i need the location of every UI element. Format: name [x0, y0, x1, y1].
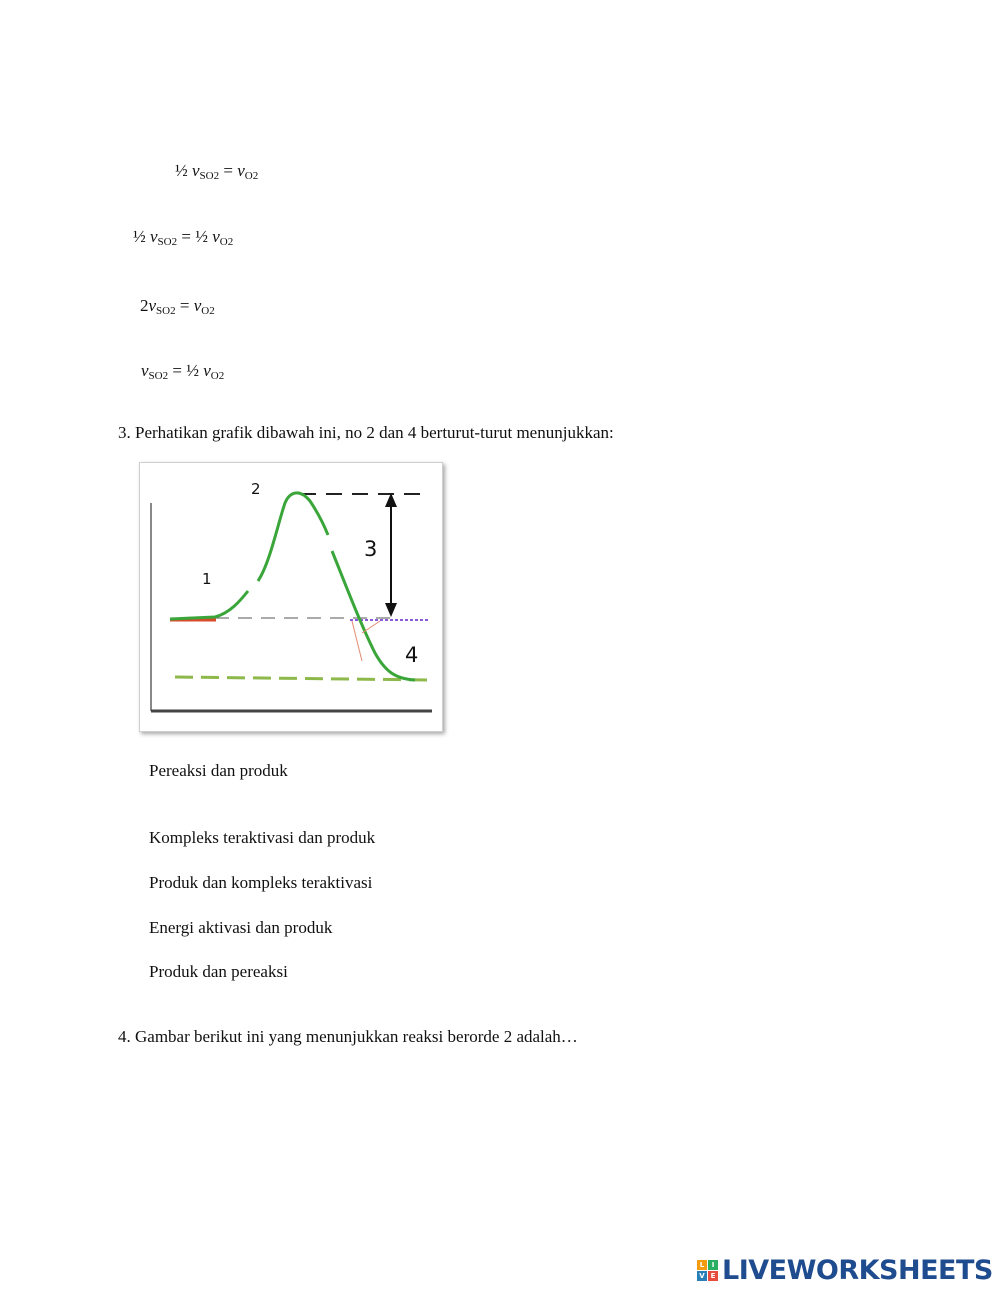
coefficient: ½ [195, 227, 213, 246]
construction-line [352, 621, 362, 661]
subscript: SO2 [199, 170, 220, 182]
answer-option-d[interactable]: Energi aktivasi dan produk [149, 918, 333, 937]
subscript: SO2 [157, 236, 178, 248]
rate-symbol: v [148, 296, 157, 315]
question-3-text: 3. Perhatikan grafik dibawah ini, no 2 dan 4 berturut-turut menunjukkan: [118, 423, 614, 442]
logo-letter: V [697, 1271, 707, 1281]
equals-sign: = [177, 227, 196, 246]
brand-name: LIVEWORKSHEETS [722, 1254, 993, 1286]
answer-option-e[interactable]: Produk dan pereaksi [149, 962, 288, 981]
equals-sign: = [219, 161, 238, 180]
equals-sign: = [175, 296, 194, 315]
coefficient: ½ [175, 161, 192, 180]
label-4: 4 [405, 643, 419, 667]
equation-option-4 [141, 361, 224, 382]
arrow-head-up-icon [385, 493, 397, 507]
energy-curve-rising-start [170, 591, 248, 619]
subscript: O2 [201, 305, 215, 317]
answer-option-c[interactable]: Produk dan kompleks teraktivasi [149, 873, 373, 892]
arrow-head-down-icon [385, 603, 397, 617]
construction-line [362, 621, 380, 633]
product-level-line [175, 677, 432, 680]
energy-curve-peak [258, 493, 328, 581]
coefficient: 2 [140, 296, 149, 315]
energy-diagram [140, 463, 442, 731]
energy-curve-descending [332, 551, 415, 680]
label-2: 2 [251, 480, 261, 498]
rate-symbol: v [237, 161, 245, 180]
coefficient: ½ [186, 361, 204, 380]
subscript: O2 [210, 370, 225, 382]
label-1: 1 [202, 570, 212, 588]
equation-option-1 [175, 161, 258, 182]
equation-option-3 [140, 296, 215, 317]
rate-symbol: v [150, 227, 158, 246]
liveworksheets-logo-icon [697, 1260, 718, 1281]
equals-sign: = [168, 361, 187, 380]
label-3: 3 [364, 537, 378, 561]
logo-letter: L [697, 1260, 707, 1270]
answer-option-a[interactable]: Pereaksi dan produk [149, 761, 288, 780]
rate-symbol: v [212, 227, 220, 246]
subscript: SO2 [148, 370, 169, 382]
subscript: O2 [244, 170, 259, 182]
answer-option-b[interactable]: Kompleks teraktivasi dan produk [149, 828, 376, 847]
rate-symbol: v [141, 361, 149, 380]
energy-diagram-figure [139, 462, 443, 732]
coefficient: ½ [133, 227, 150, 246]
equation-option-2 [133, 227, 233, 248]
logo-letter: I [708, 1260, 718, 1270]
subscript: O2 [219, 236, 234, 248]
question-4-text: 4. Gambar berikut ini yang menunjukkan reaksi berorde 2 adalah… [118, 1027, 578, 1046]
rate-symbol: v [193, 296, 202, 315]
subscript: SO2 [156, 305, 176, 317]
liveworksheets-brand [697, 1255, 993, 1285]
rate-symbol: v [203, 361, 211, 380]
logo-letter: E [708, 1271, 718, 1281]
rate-symbol: v [192, 161, 200, 180]
